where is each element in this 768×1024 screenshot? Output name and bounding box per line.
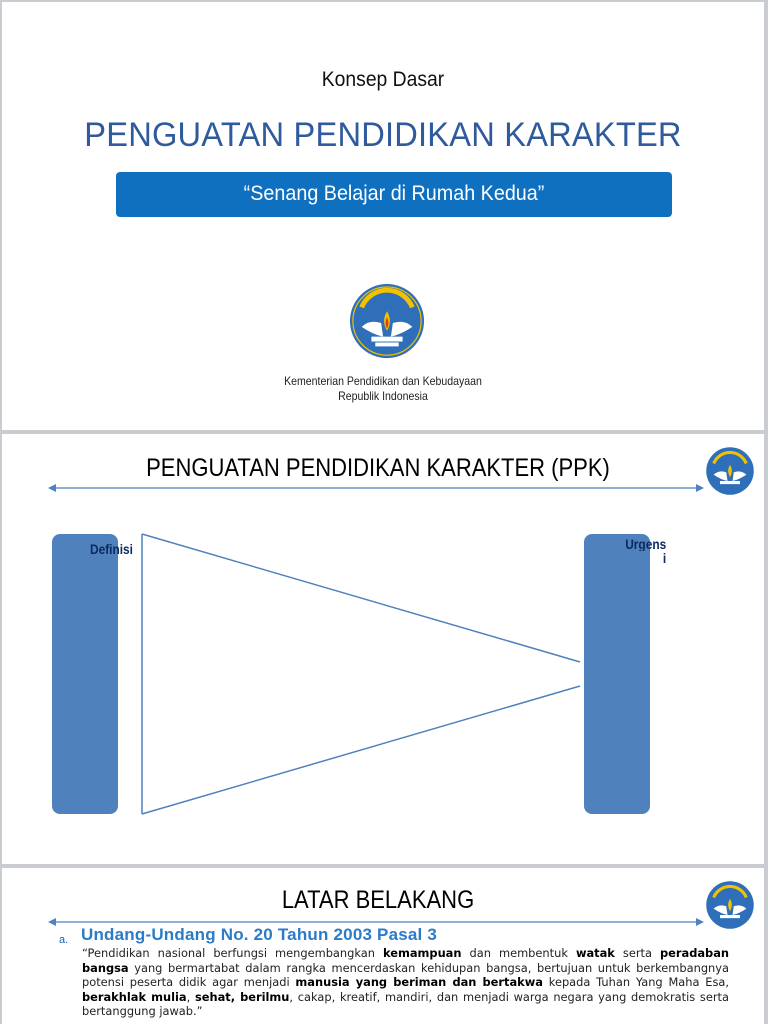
urgency-label-line-1: Urgens	[625, 537, 667, 551]
definition-label: Definisi	[90, 541, 133, 557]
quote-text: , cakap, kreatif, mandiri, dan menjadi warga negara yang demokratis serta bertanggung jawab.”	[82, 989, 729, 1019]
urgency-label	[622, 537, 666, 565]
quote-emphasis: kemampuan	[383, 946, 462, 960]
organization-line-1: Kementerian Pendidikan dan Kebudayaan	[284, 374, 482, 388]
tagline-banner	[116, 172, 672, 217]
slide-title: PENGUATAN PENDIDIKAN KARAKTER (PPK)	[146, 454, 610, 482]
law-heading: Undang-Undang No. 20 Tahun 2003 Pasal 3	[81, 925, 438, 944]
quote-emphasis: watak	[575, 946, 615, 960]
quote-emphasis: sehat, berilmu	[194, 989, 290, 1004]
slide-cover[interactable]	[2, 2, 764, 430]
organization-line-2: Republik Indonesia	[338, 389, 428, 403]
quote-emphasis: berakhlak mulia	[82, 989, 187, 1004]
quote-text: kepada Tuhan Yang Maha Esa,	[542, 975, 729, 990]
quote-text: “Pendidikan nasional berfungsi mengembangkan	[82, 946, 383, 960]
slide-background[interactable]	[2, 868, 764, 1024]
tut-wuri-handayani-logo-icon	[348, 282, 426, 364]
law-quote	[82, 946, 729, 1019]
quote-text: ,	[186, 989, 195, 1004]
slide-title: PENGUATAN PENDIDIKAN KARAKTER	[84, 116, 682, 154]
list-marker: a.	[59, 934, 69, 946]
funnel-triangle	[2, 434, 764, 864]
slide-title: LATAR BELAKANG	[281, 886, 475, 914]
quote-text: dan membentuk	[461, 946, 576, 960]
organization-name	[48, 374, 719, 404]
quote-text: serta	[614, 946, 661, 960]
tagline-text: “Senang Belajar di Rumah Kedua”	[243, 182, 545, 205]
quote-emphasis: peradaban bangsa	[82, 946, 729, 975]
tut-wuri-handayani-logo-icon	[705, 880, 755, 930]
urgency-label-line-2: i	[662, 551, 667, 565]
slide-label: Konsep Dasar	[321, 68, 445, 91]
quote-emphasis: manusia yang beriman dan bertakwa	[295, 975, 543, 990]
quote-text: yang bermartabat dalam rangka mencerdaskan kehidupan bangsa, bertujuan untuk berkembangnya potensi peserta didik agar menjadi	[82, 960, 729, 990]
slide-ppk[interactable]	[2, 434, 764, 864]
